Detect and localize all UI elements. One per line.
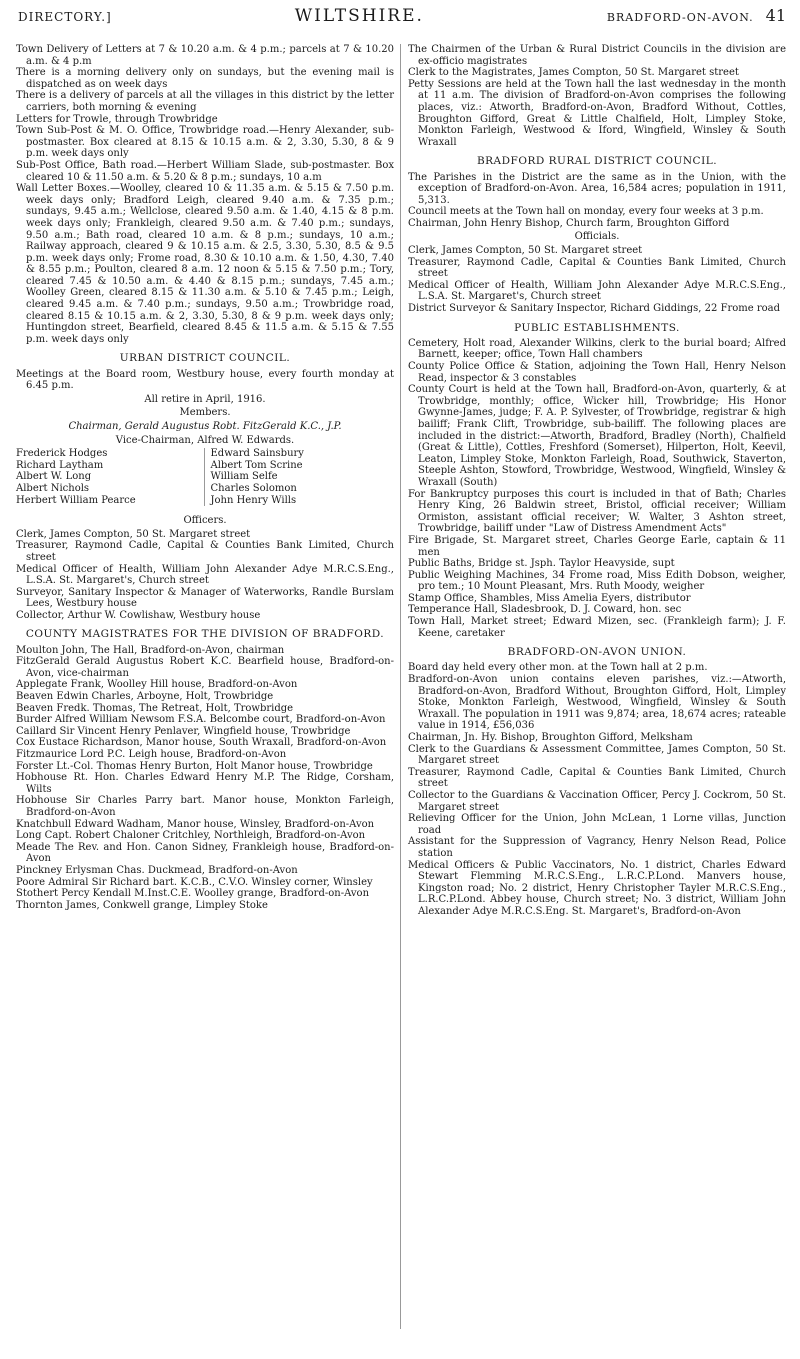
establishment-entry: Public Baths, Bridge st. Jsph. Taylor Heavyside, supt xyxy=(408,558,675,570)
urban-council-heading: URBAN DISTRICT COUNCIL. xyxy=(119,352,291,365)
directory-entry: The Chairmen of the Urban & Rural District Councils in the division are ex-officio magistrates xyxy=(408,44,786,67)
members-left-column xyxy=(16,448,205,506)
establishment-entry: County Court is held at the Town hall, Bradford-on-Avon, quarterly, & at Trowbridge, monthly; office, Wicker hill, Trowbridge; His Honor Gwynne-James, judge; F. A. P. Sylvester, of Trowbridge, registrar & high bailiff; Frank Clift, Trowbridge, sub-bailiff. The following places are included in the district:—Atworth, Bradford, Bradley (North), Chalfield (Great & Little), Cottles, Freshford (Somerset), Hilperton, Holt, Keevil, Leaton, Limpley Stoke, Monkton Farleigh, Road, Southwick, Staverton, Steeple Ashton, Stowford, Trowbridge, Westwood, Wingfield, Winsley & Wraxall (South) xyxy=(408,384,786,488)
members-list xyxy=(16,448,394,506)
directory-entry: Sub-Post Office, Bath road.—Herbert William Slade, sub-postmaster. Box cleared 10 & 11.50 a.m. & 5.20 & 8 p.m.; sundays, 10 a.m xyxy=(16,159,394,183)
magistrate-entry: Poore Admiral Sir Richard bart. K.C.B., C.V.O. Winsley corner, Winsley xyxy=(16,876,373,888)
officer-entry: Surveyor, Sanitary Inspector & Manager of Waterworks, Randle Burslam Lees, Westbury house xyxy=(16,586,394,610)
officer-entry: Clerk, James Compton, 50 St. Margaret street xyxy=(16,528,251,540)
magistrate-entry: Forster Lt.-Col. Thomas Henry Burton, Holt Manor house, Trowbridge xyxy=(16,760,373,772)
rural-council-heading: BRADFORD RURAL DISTRICT COUNCIL. xyxy=(476,155,718,168)
rural-intro: The Parishes in the District are the same as in the Union, with the exception of Bradford-on-Avon. Area, 16,584 acres; population in 1911, 5,313. xyxy=(408,171,786,206)
official-entry: District Surveyor & Sanitary Inspector, Richard Giddings, 22 Frome road xyxy=(408,303,781,315)
establishment-entry: Fire Brigade, St. Margaret street, Charles George Earle, captain & 11 men xyxy=(408,534,786,558)
magistrate-entry: Caillard Sir Vincent Henry Penlaver, Wingfield house, Trowbridge xyxy=(16,725,351,737)
establishment-entry: Cemetery, Holt road, Alexander Wilkins, clerk to the burial board; Alfred Barnett, keeper; office, Town Hall chambers xyxy=(408,337,786,361)
rural-chairman: Chairman, John Henry Bishop, Church farm, Broughton Gifford xyxy=(408,217,730,229)
establishment-entry: Stamp Office, Shambles, Miss Amelia Eyers, distributor xyxy=(408,592,691,604)
official-entry: Treasurer, Raymond Cadle, Capital & Counties Bank Limited, Church street xyxy=(408,256,786,280)
union-heading: BRADFORD-ON-AVON UNION. xyxy=(507,646,687,659)
union-entry: Bradford-on-Avon union contains eleven parishes, viz.:—Atworth, Bradford-on-Avon, Bradford Without, Broughton Gifford, Holt, Limpley Stoke, Monkton Farleigh, Westwood, Wingfield, Winsley & South Wraxall. The population in 1911 was 9,874; area, 18,674 acres; rateable value in 1914, £56,036 xyxy=(408,674,786,732)
magistrates-heading: COUNTY MAGISTRATES FOR THE DIVISION OF BRADFORD. xyxy=(25,628,385,641)
public-establishments-heading: PUBLIC ESTABLISHMENTS. xyxy=(514,321,680,334)
establishment-entry: Public Weighing Machines, 34 Frome road, Miss Edith Dobson, weigher, pro tem.; 10 Mount Pleasant, Mrs. Ruth Moody, weigher xyxy=(408,569,786,593)
union-entry: Treasurer, Raymond Cadle, Capital & Counties Bank Limited, Church street xyxy=(408,766,786,790)
union-board: Board day held every other mon. at the Town hall at 2 p.m. xyxy=(408,662,708,674)
member-name: Albert W. Long xyxy=(16,471,92,483)
union-entry: Clerk to the Guardians & Assessment Committee, James Compton, 50 St. Margaret street xyxy=(408,743,786,767)
union-entry: Assistant for the Suppression of Vagrancy, Henry Nelson Read, Police station xyxy=(408,836,786,859)
officer-entry: Collector, Arthur W. Cowlishaw, Westbury house xyxy=(16,609,261,621)
public-establishments-list xyxy=(408,338,786,639)
magistrates-notes xyxy=(408,44,786,148)
officers-heading: Officers. xyxy=(183,515,227,527)
establishment-entry: Town Hall, Market street; Edward Mizen, sec. (Frankleigh farm); J. F. Keene, caretaker xyxy=(408,616,786,639)
member-name: Frederick Hodges xyxy=(16,448,108,460)
magistrate-entry: Beaven Edwin Charles, Arboyne, Holt, Trowbridge xyxy=(16,691,274,703)
running-head-right: BRADFORD-ON-AVON. xyxy=(606,11,754,24)
postal-section xyxy=(16,44,394,345)
directory-entry: Petty Sessions are held at the Town hall the last wednesday in the month at 11 a.m. The division of Bradford-on-Avon comprises the following places, viz.: Atworth, Bradford-on-Avon, Bradford Without, Cottles, Broughton Gifford, Great & Little Chalfield, Holt, Limpley Stoke, Monkton Farleigh, Westwood & Iford, Wingfield, Winsley & South Wraxall xyxy=(408,78,786,148)
member-name: Richard Laytham xyxy=(16,459,104,471)
rural-meets: Council meets at the Town hall on monday, every four weeks at 3 p.m. xyxy=(408,206,764,218)
magistrate-entry: FitzGerald Gerald Augustus Robert K.C. Bearfield house, Bradford-on-Avon, vice-chairman xyxy=(16,656,394,679)
magistrate-entry: Knatchbull Edward Wadham, Manor house, Winsley, Bradford-on-Avon xyxy=(16,818,375,830)
running-head-left: DIRECTORY.] xyxy=(18,10,112,24)
magistrate-entry: Fitzmaurice Lord P.C. Leigh house, Bradford-on-Avon xyxy=(16,749,287,760)
union-entry: Medical Officers & Public Vaccinators, No. 1 district, Charles Edward Stewart Flemming M.R.C.S.Eng., L.R.C.P.Lond. Manvers house, Kingston road; No. 2 district, Henry Christopher Tayler M.R.C.S.Eng., L.R.C.P.Lond. Abbey house, Church street; No. 3 district, William John Alexander Adye M.R.C.S.Eng. St. Margaret's, Bradford-on-Avon xyxy=(408,859,786,917)
column-divider xyxy=(400,44,401,1329)
official-entry: Medical Officer of Health, William John Alexander Adye M.R.C.S.Eng., L.S.A. St. Margaret's, Church street xyxy=(408,279,786,303)
union-entry: Chairman, Jn. Hy. Bishop, Broughton Gifford, Melksham xyxy=(408,731,693,743)
members-heading: Members. xyxy=(179,407,231,419)
official-entry: Clerk, James Compton, 50 St. Margaret street xyxy=(408,245,643,257)
member-name: Herbert William Pearce xyxy=(16,494,136,506)
urban-vice-chairman: Vice-Chairman, Alfred W. Edwards. xyxy=(115,434,295,446)
member-name: John Henry Wills xyxy=(210,494,297,506)
member-name: Albert Tom Scrine xyxy=(210,459,303,471)
directory-entry: Letters for Trowle, through Trowbridge xyxy=(16,113,218,125)
rural-officials-list xyxy=(408,245,786,315)
establishment-entry: For Bankruptcy purposes this court is included in that of Bath; Charles Henry King, 26 Baldwin street, Bristol, official receiver; William Ormiston, assistant official receiver; W. Walter, 3 Ashton street, Trowbridge, bailiff under "Law of Distress Amendment Acts" xyxy=(408,488,786,535)
magistrate-entry: Hobhouse Rt. Hon. Charles Edward Henry M.P. The Ridge, Corsham, Wilts xyxy=(16,772,394,795)
member-name: Edward Sainsbury xyxy=(210,448,304,460)
member-name: William Selfe xyxy=(210,471,278,483)
union-entry: Relieving Officer for the Union, John McLean, 1 Lorne villas, Junction road xyxy=(408,813,786,836)
magistrate-entry: Thornton James, Conkwell grange, Limpley Stoke xyxy=(16,899,268,911)
members-right-column xyxy=(211,448,395,506)
officer-entry: Medical Officer of Health, William John Alexander Adye M.R.C.S.Eng., L.S.A. St. Margaret's, Church street xyxy=(16,563,394,587)
officials-heading: Officials. xyxy=(574,231,620,243)
magistrate-entry: Stothert Percy Kendall M.Inst.C.E. Woolley grange, Bradford-on-Avon xyxy=(16,888,370,900)
establishment-entry: Temperance Hall, Sladesbrook, D. J. Coward, hon. sec xyxy=(408,604,682,616)
magistrate-entry: Pinckney Erlysman Chas. Duckmead, Bradford-on-Avon xyxy=(16,864,298,876)
magistrate-entry: Burder Alfred William Newsom F.S.A. Belcombe court, Bradford-on-Avon xyxy=(16,714,386,726)
urban-meetings: Meetings at the Board room, Westbury house, every fourth monday at 6.45 p.m. xyxy=(16,368,394,392)
magistrate-entry: Cox Eustace Richardson, Manor house, South Wraxall, Bradford-on-Avon xyxy=(16,737,387,749)
directory-entry: Clerk to the Magistrates, James Compton, 50 St. Margaret street xyxy=(408,67,739,79)
directory-entry: There is a delivery of parcels at all the villages in this district by the letter carriers, both morning & evening xyxy=(16,90,394,113)
directory-entry: Wall Letter Boxes.—Woolley, cleared 10 & 11.35 a.m. & 5.15 & 7.50 p.m. week days only; Bradford Leigh, cleared 9.40 a.m. & 7.35 p.m.; sundays, 9.45 a.m.; Wellclose, cleared 9.50 a.m. & 1.40, 4.15 & 8 p.m. week days only; Frankleigh, cleared 9.50 a.m. & 7.40 p.m.; sundays, 9.50 a.m.; Bath road, cleared 10 a.m. & 8 p.m.; sundays, 10 a.m.; Railway approach, cleared 9 & 10.15 a.m. & 2.5, 3.30, 5.30, 8.5 & 9.5 p.m. week days only; Frome road, 8.30 & 10.10 a.m. & 1.50, 4.30, 7.40 & 8.55 p.m.; Poulton, cleared 8 a.m. 12 noon & 5.15 & 7.50 p.m.; Tory, cleared 7.45 & 10.50 a.m. & 4.40 & 8.15 p.m.; sundays, 7.45 a.m.; Woolley Green, cleared 8.15 & 11.30 a.m. & 5.10 & 7.45 p.m.; Leigh, cleared 9.45 a.m. & 7.40 p.m.; sundays, 9.50 a.m.; Trowbridge road, cleared 8.15 & 10.15 a.m. & 2, 3.30, 5.30, 8 & 9 p.m. week days only; Huntingdon street, Bearfield, cleared 8.45 & 11.5 a.m. & 5.15 & 7.55 p.m. week days only xyxy=(16,183,394,345)
establishment-entry: County Police Office & Station, adjoining the Town Hall, Henry Nelson Read, inspector & 3 constables xyxy=(408,361,786,384)
page-header xyxy=(18,6,786,32)
officer-entry: Treasurer, Raymond Cadle, Capital & Counties Bank Limited, Church street xyxy=(16,540,394,563)
urban-retire: All retire in April, 1916. xyxy=(144,393,266,405)
union-entry: Collector to the Guardians & Vaccination Officer, Percy J. Cockrom, 50 St. Margaret street xyxy=(408,789,786,813)
magistrate-entry: Moulton John, The Hall, Bradford-on-Avon, chairman xyxy=(16,644,285,656)
urban-chairman: Chairman, Gerald Augustus Robt. FitzGerald K.C., J.P. xyxy=(68,420,342,432)
directory-entry: Town Sub-Post & M. O. Office, Trowbridge road.—Henry Alexander, sub-postmaster. Box cleared at 8.15 & 10.15 a.m. & 2, 3.30, 5.30, 8 & 9 p.m. week days only xyxy=(16,125,394,160)
magistrate-entry: Long Capt. Robert Chaloner Critchley, Northleigh, Bradford-on-Avon xyxy=(16,830,366,842)
magistrate-entry: Hobhouse Sir Charles Parry bart. Manor house, Monkton Farleigh, Bradford-on-Avon xyxy=(16,795,394,818)
union-list xyxy=(408,674,786,917)
magistrate-entry: Beaven Fredk. Thomas, The Retreat, Holt, Trowbridge xyxy=(16,702,294,714)
running-head-title: WILTSHIRE. xyxy=(294,6,424,26)
directory-entry: There is a morning delivery only on sundays, but the evening mail is dispatched as on week days xyxy=(16,67,394,90)
urban-officers-list xyxy=(16,529,394,622)
right-column xyxy=(408,44,786,917)
page-number: 41 xyxy=(765,6,786,25)
magistrate-entry: Meade The Rev. and Hon. Canon Sidney, Frankleigh house, Bradford-on-Avon xyxy=(16,841,394,865)
magistrates-list xyxy=(16,645,394,912)
directory-entry: Town Delivery of Letters at 7 & 10.20 a.m. & 4 p.m.; parcels at 7 & 10.20 a.m. & 4 p.m xyxy=(16,44,394,67)
member-name: Albert Nichols xyxy=(16,482,90,494)
left-column xyxy=(16,44,394,911)
member-name: Charles Solomon xyxy=(210,482,297,494)
magistrate-entry: Applegate Frank, Woolley Hill house, Bradford-on-Avon xyxy=(16,679,298,691)
